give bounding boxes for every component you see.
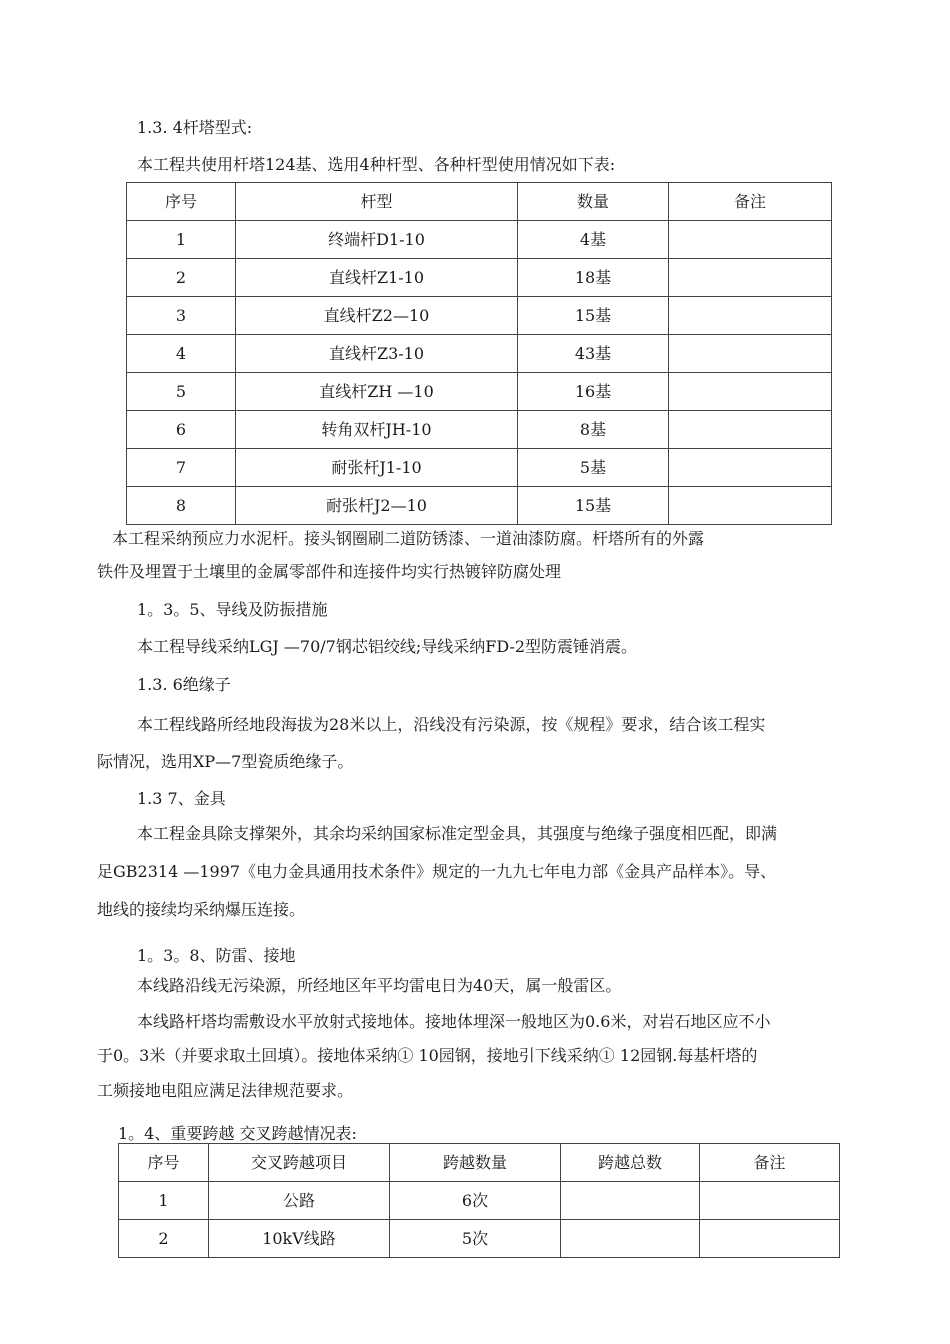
crossing-table-cell: 1 [119,1182,209,1220]
section-138-line3: 于0。3米（并要求取土回填）。接地体采纳① 10园钢，接地引下线采纳① 12园钢.每基杆塔的 [97,1046,758,1065]
tower-table-cell: 6 [127,411,236,449]
tower-table-cell: 耐张杆J1-10 [236,449,518,487]
tower-table-cell: 5 [127,373,236,411]
tower-table-row [127,335,832,373]
tower-table-cell: 直线杆Z2—10 [236,297,518,335]
tower-table-row [127,411,832,449]
tower-table-cell [669,487,832,525]
crossing-table-cell [700,1182,840,1220]
section-137-line1: 本工程金具除支撑架外，其余均采纳国家标准定型金具，其强度与绝缘子强度相匹配，即满 [137,824,778,843]
crossing-table-cell: 6次 [390,1182,561,1220]
tower-table-header-cell: 序号 [127,183,236,221]
tower-table-cell [669,335,832,373]
tower-table-cell [669,221,832,259]
section-135-text: 本工程导线采纳LGJ —70/7钢芯铝绞线;导线采纳FD-2型防震锤消震。 [137,637,638,656]
tower-table-cell: 4基 [518,221,669,259]
tower-table-cell: 直线杆ZH —10 [236,373,518,411]
tower-table-cell: 直线杆Z1-10 [236,259,518,297]
section-138-line2: 本线路杆塔均需敷设水平放射式接地体。接地体埋深一般地区为0.6米，对岩石地区应不小 [137,1012,771,1031]
tower-table-cell [669,297,832,335]
tower-table-cell: 3 [127,297,236,335]
tower-table-row [127,259,832,297]
tower-table-header-cell: 杆型 [236,183,518,221]
section-138-line1: 本线路沿线无污染源，所经地区年平均雷电日为40天，属一般雷区。 [137,976,622,995]
tower-table-cell: 15基 [518,297,669,335]
section-138-line4: 工频接地电阻应满足法律规范要求。 [97,1081,354,1100]
after-table-line1: 本工程采纳预应力水泥杆。接头钢圈刷二道防锈漆、一道油漆防腐。杆塔所有的外露 [112,529,705,548]
tower-table-cell [669,449,832,487]
section-137-heading: 1.3 7、金具 [137,789,226,808]
tower-table-cell: 5基 [518,449,669,487]
crossing-table-cell: 公路 [209,1182,390,1220]
section-137-line3: 地线的接续均采纳爆压连接。 [97,900,306,919]
section-134-heading: 1.3. 4杆塔型式: [137,118,253,137]
section-14-heading: 1。4、重要跨越 交叉跨越情况表: [118,1124,357,1143]
tower-table-cell: 1 [127,221,236,259]
section-136-line1: 本工程线路所经地段海拔为28米以上，沿线没有污染源，按《规程》要求，结合该工程实 [137,715,766,734]
tower-table-cell: 2 [127,259,236,297]
tower-table-cell: 转角双杆JH-10 [236,411,518,449]
tower-table-cell: 43基 [518,335,669,373]
tower-table-cell: 直线杆Z3-10 [236,335,518,373]
crossing-table [118,1143,840,1258]
crossing-table-row [119,1182,840,1220]
tower-table-header-cell: 备注 [669,183,832,221]
after-table-line2: 铁件及埋置于土壤里的金属零部件和连接件均实行热镀锌防腐处理 [97,562,562,581]
tower-table-header-cell: 数量 [518,183,669,221]
section-136-heading: 1.3. 6绝缘子 [137,675,231,694]
crossing-table-header-cell: 序号 [119,1144,209,1182]
tower-table-cell [669,259,832,297]
tower-table-row [127,221,832,259]
crossing-table-cell: 2 [119,1220,209,1258]
section-135-heading: 1。3。5、导线及防振措施 [137,600,328,619]
tower-table-cell: 16基 [518,373,669,411]
tower-table-row [127,449,832,487]
tower-table-cell: 4 [127,335,236,373]
section-136-line2: 际情况，选用XP—7型瓷质绝缘子。 [97,752,354,771]
tower-table-cell: 8 [127,487,236,525]
crossing-table-cell: 5次 [390,1220,561,1258]
crossing-table-header-cell: 跨越数量 [390,1144,561,1182]
tower-table-cell: 15基 [518,487,669,525]
section-138-heading: 1。3。8、防雷、接地 [137,946,296,965]
crossing-table-header-cell: 交叉跨越项目 [209,1144,390,1182]
section-134-intro: 本工程共使用杆塔124基、选用4种杆型、各种杆型使用情况如下表: [137,155,616,174]
tower-table-row [127,373,832,411]
tower-table-row [127,487,832,525]
crossing-table-cell [561,1220,700,1258]
tower-table-cell: 终端杆D1-10 [236,221,518,259]
crossing-table-row [119,1220,840,1258]
tower-table-cell [669,411,832,449]
tower-table-cell [669,373,832,411]
crossing-table-header-row [119,1144,840,1182]
crossing-table-cell [561,1182,700,1220]
tower-table-cell: 7 [127,449,236,487]
crossing-table-header-cell: 跨越总数 [561,1144,700,1182]
tower-table-cell: 8基 [518,411,669,449]
tower-table-cell: 18基 [518,259,669,297]
crossing-table-header-cell: 备注 [700,1144,840,1182]
tower-table-cell: 耐张杆J2—10 [236,487,518,525]
tower-table-header-row [127,183,832,221]
crossing-table-cell [700,1220,840,1258]
crossing-table-cell: 10kV线路 [209,1220,390,1258]
section-137-line2: 足GB2314 —1997《电力金具通用技术条件》规定的一九九七年电力部《金具产品样本》。导、 [97,862,777,881]
tower-table-row [127,297,832,335]
tower-type-table [126,182,832,525]
